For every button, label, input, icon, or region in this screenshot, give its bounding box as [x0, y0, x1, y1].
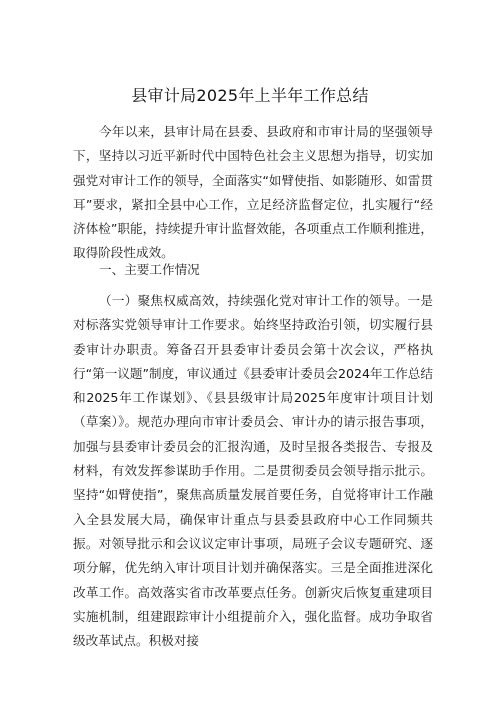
section-heading-main-work: 一、主要工作情况 [99, 262, 200, 277]
document-title: 县审计局2025年上半年工作总结 [131, 86, 369, 105]
paragraph-party-leadership: （一）聚焦权威高效，持续强化党对审计工作的领导。一是对标落实党领导审计工作要求。始终坚持政治引领，切实履行县委审计办职责。筹备召开县委审计委员会第十次会议，严格执行“第一议题”制度，审议通过《县委审计委员会2024年工作总结和2025年工作谋划》、《县县级审计局2025年度审计项目计划（草案）》。规范办理向市审计委员会、审计办的请示报告事项，加强与县委审计委员会的汇报沟通，及时呈报各类报告、专报及材料，有效发挥参谋助手作用。二是贯彻委员会领导指示批示。坚持“如臂使指”，聚焦高质量发展首要任务，自觉将审计工作融入全县发展大局，确保审计重点与县委县政府中心工作同频共振。对领导批示和会议议定审计事项，局班子会议专题研究、逐项分解，优先纳入审计项目计划并确保落实。三是全面推进深化改革工作。高效落实省市改革要点任务。创新灾后恢复重建项目实施机制，组建跟踪审计小组提前介入，强化监督。成功争取省级改革试点。积极对接 [73, 293, 433, 649]
intro-paragraph: 今年以来，县审计局在县委、县政府和市审计局的坚强领导下，坚持以习近平新时代中国特色社会主义思想为指导，切实加强党对审计工作的领导，全面落实“如臂使指、如影随形、如雷贯耳”要求，紧扣全县中心工作，立足经济监督定位，扎实履行“经济体检”职能，持续提升审计监督效能，各项重点工作顺利推进，取得阶段性成效。 [73, 124, 433, 261]
